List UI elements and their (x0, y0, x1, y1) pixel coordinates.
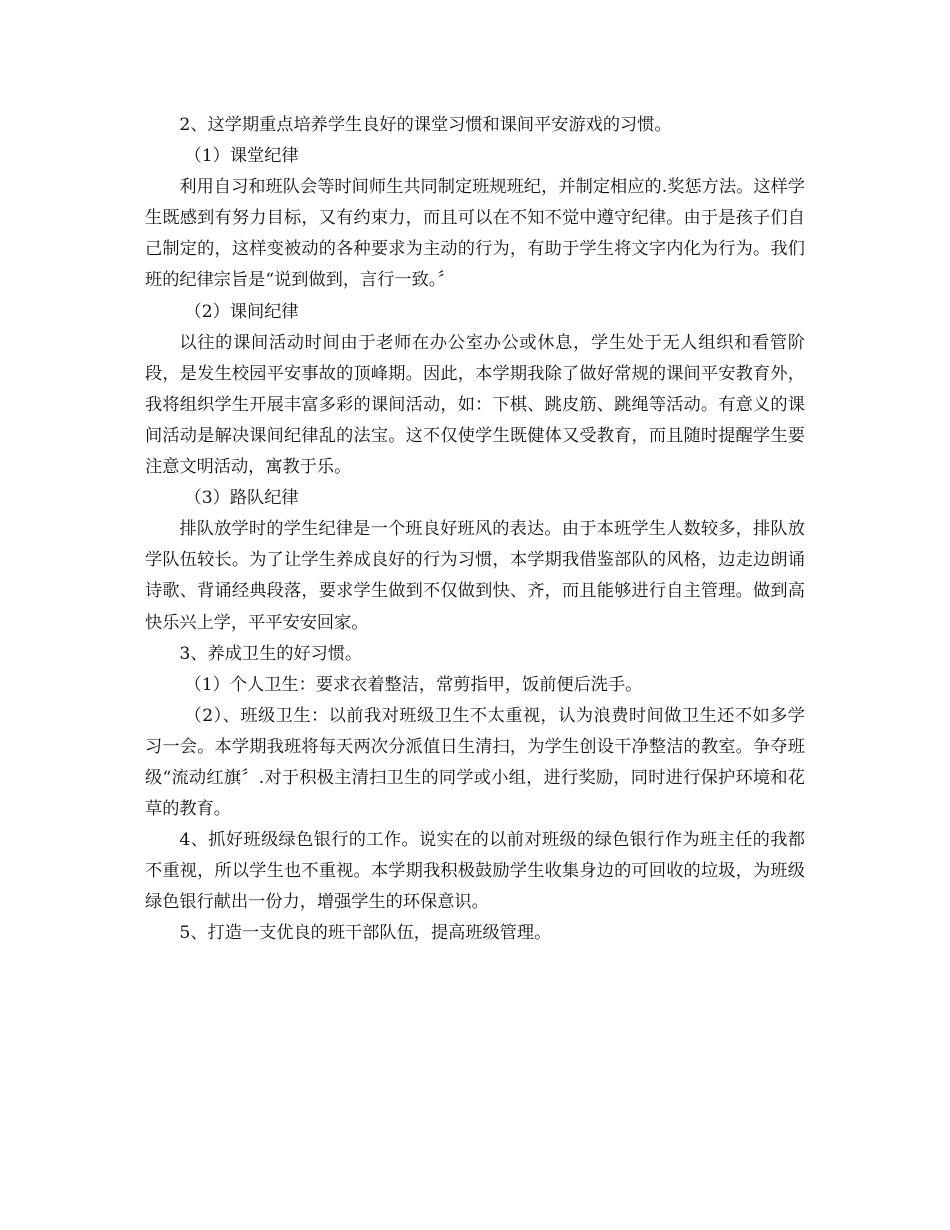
paragraph-queue-discipline: 排队放学时的学生纪律是一个班良好班风的表达。由于本班学生人数较多，排队放学队伍较长。为了让学生养成良好的行为习惯，本学期我借鉴部队的风格，边走边朗诵诗歌、背诵经典段落，要求学生做到不仅做到快、齐，而且能够进行自主管理。做到高快乐兴上学，平平安安回家。 (145, 519, 805, 633)
paragraph-break-discipline: 以往的课间活动时间由于老师在办公室办公或休息，学生处于无人组织和看管阶段，是发生校园平安事故的顶峰期。因此，本学期我除了做好常规的课间平安教育外，我将组织学生开展丰富多彩的课间活动，如：下棋、跳皮筋、跳绳等活动。有意义的课间活动是解决课间纪律乱的法宝。这不仅使学生既健体又受教育，而且随时提醒学生要注意文明活动，寓教于乐。 (145, 332, 805, 478)
document-page (145, 110, 805, 950)
paragraph-goal-5: 5、打造一支优良的班干部队伍，提高班级管理。 (179, 923, 552, 944)
heading-queue-discipline: （3）路队纪律 (184, 488, 299, 509)
paragraph-goal-2: 2、这学期重点培养学生良好的课堂习惯和课间平安游戏的习惯。 (179, 115, 672, 135)
paragraph-goal-3: 3、养成卫生的好习惯。 (179, 643, 363, 664)
paragraph-personal-hygiene: （1）个人卫生：要求衣着整洁，常剪指甲，饭前便后洗手。 (184, 674, 643, 695)
paragraph-classroom-discipline: 利用自习和班队会等时间师生共同制定班规班纪，并制定相应的.奖惩方法。这样学生既感到有努力目标，又有约束力，而且可以在不知不觉中遵守纪律。由于是孩子们自己制定的，这样变被动的各种要求为主动的行为，有助于学生将文字内化为行为。我们班的纪律宗旨是“说到做到，言行一致。〞 (145, 177, 805, 291)
heading-break-discipline: （2）课间纪律 (184, 301, 299, 322)
paragraph-goal-4: 4、抓好班级绿色银行的工作。说实在的以前对班级的绿色银行作为班主任的我都不重视，所以学生也不重视。本学期我积极鼓励学生收集身边的可回收的垃圾，为班级绿色银行献出一份力，增强学生的环保意识。 (145, 830, 805, 913)
paragraph-class-hygiene: （2）、班级卫生：以前我对班级卫生不太重视，认为浪费时间做卫生还不如多学习一会。本学期我班将每天两次分派值日生清扫，为学生创设干净整洁的教室。争夺班级“流动红旗〞.对于积极主清扫卫生的同学或小组，进行奖励，同时进行保护环境和花草的教育。 (145, 705, 805, 820)
heading-classroom-discipline: （1）课堂纪律 (184, 146, 299, 167)
